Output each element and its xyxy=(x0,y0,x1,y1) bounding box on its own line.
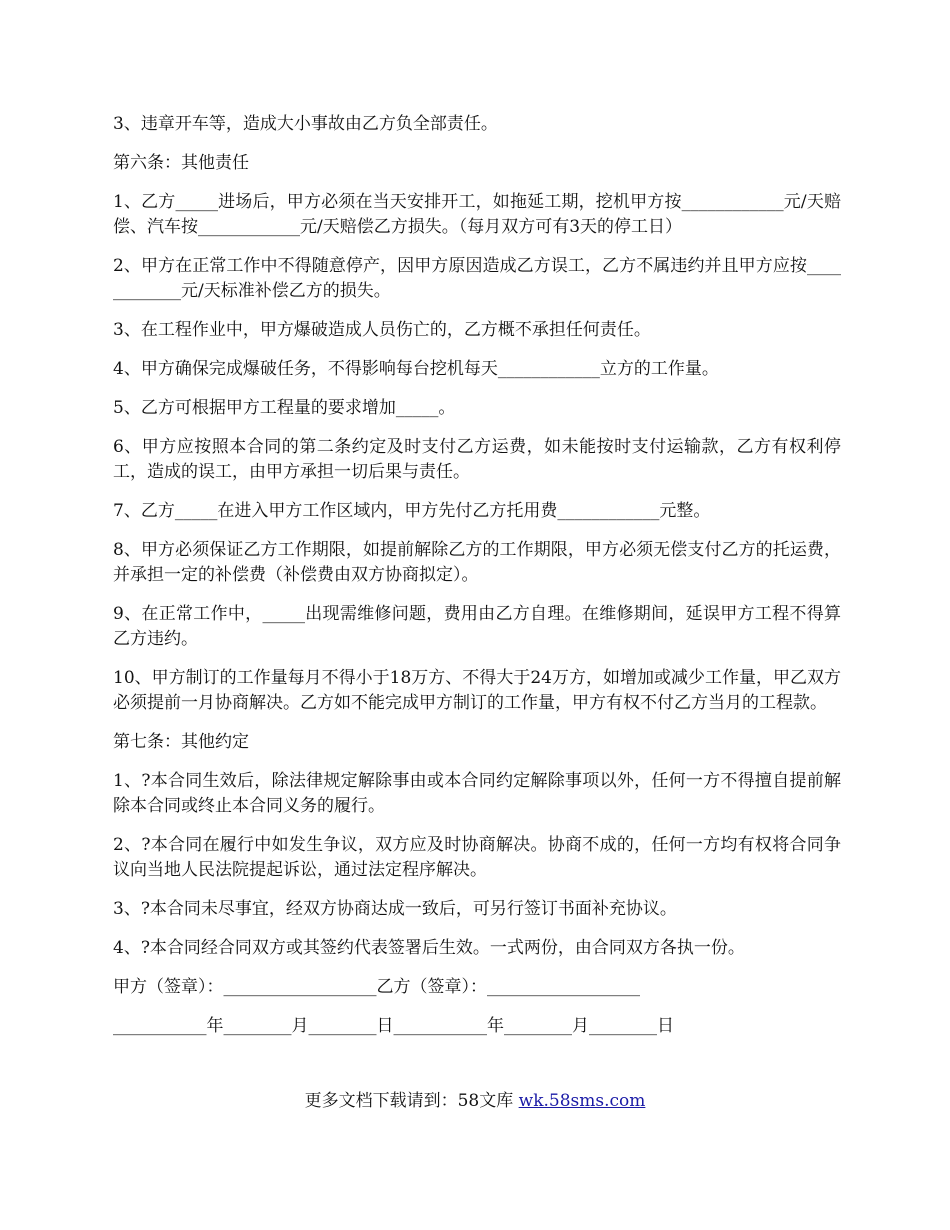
clause-6-1: 1、乙方_____进场后，甲方必须在当天安排开工，如拖延工期，挖机甲方按____________元/天赔偿、汽车按____________元/天赔偿乙方损失。（每月双方可有3天的停工日） xyxy=(113,192,841,237)
article-6-heading: 第六条：其他责任 xyxy=(113,153,249,173)
clause-7-2: 2、?本合同在履行中如发生争议，双方应及时协商解决。协商不成的，任何一方均有权将合同争议向当地人民法院提起诉讼，通过法定程序解决。 xyxy=(113,835,841,880)
clause-6-8: 8、甲方必须保证乙方工作期限，如提前解除乙方的工作期限，甲方必须无偿支付乙方的托运费，并承担一定的补偿费（补偿费由双方协商拟定）。 xyxy=(113,540,841,585)
clause-6-9: 9、在正常工作中，_____出现需维修问题，费用由乙方自理。在维修期间，延误甲方工程不得算乙方违约。 xyxy=(113,604,841,649)
clause-6-3: 3、在工程作业中，甲方爆破造成人员伤亡的，乙方概不承担任何责任。 xyxy=(113,320,651,340)
clause-7-3: 3、?本合同未尽事宜，经双方协商达成一致后，可另行签订书面补充协议。 xyxy=(113,899,677,919)
footer-link[interactable]: wk.58sms.com xyxy=(518,1091,646,1111)
clause-5-3: 3、违章开车等，造成大小事故由乙方负全部责任。 xyxy=(113,114,498,134)
document-body xyxy=(113,112,841,1053)
clause-7-1: 1、?本合同生效后，除法律规定解除事由或本合同约定解除事项以外，任何一方不得擅自提前解除本合同或终止本合同义务的履行。 xyxy=(113,771,841,816)
article-7-heading: 第七条：其他约定 xyxy=(113,732,249,752)
clause-6-4: 4、甲方确保完成爆破任务，不得影响每台挖机每天____________立方的工作量。 xyxy=(113,359,719,379)
signature-line: 甲方（签章）：__________________乙方（签章）：__________________ xyxy=(113,977,640,997)
clause-6-6: 6、甲方应按照本合同的第二条约定及时支付乙方运费，如未能按时支付运输款，乙方有权利停工，造成的误工，由甲方承担一切后果与责任。 xyxy=(113,437,841,482)
footer-text: 更多文档下载请到：58文库 xyxy=(304,1091,519,1111)
clause-6-2: 2、甲方在正常工作中不得随意停产，因甲方原因造成乙方误工，乙方不属违约并且甲方应按____________元/天标准补偿乙方的损失。 xyxy=(113,256,841,301)
footer xyxy=(0,1089,950,1114)
clause-6-7: 7、乙方_____在进入甲方工作区域内，甲方先付乙方托用费____________元整。 xyxy=(113,501,711,521)
clause-6-10: 10、甲方制订的工作量每月不得小于18万方、不得大于24万方，如增加或减少工作量，甲乙双方必须提前一月协商解决。乙方如不能完成甲方制订的工作量，甲方有权不付乙方当月的工程款。 xyxy=(113,668,841,713)
date-line: ___________年________月________日___________年________月________日 xyxy=(113,1016,674,1036)
clause-6-5: 5、乙方可根据甲方工程量的要求增加_____。 xyxy=(113,398,456,418)
clause-7-4: 4、?本合同经合同双方或其签约代表签署后生效。一式两份，由合同双方各执一份。 xyxy=(113,938,745,958)
